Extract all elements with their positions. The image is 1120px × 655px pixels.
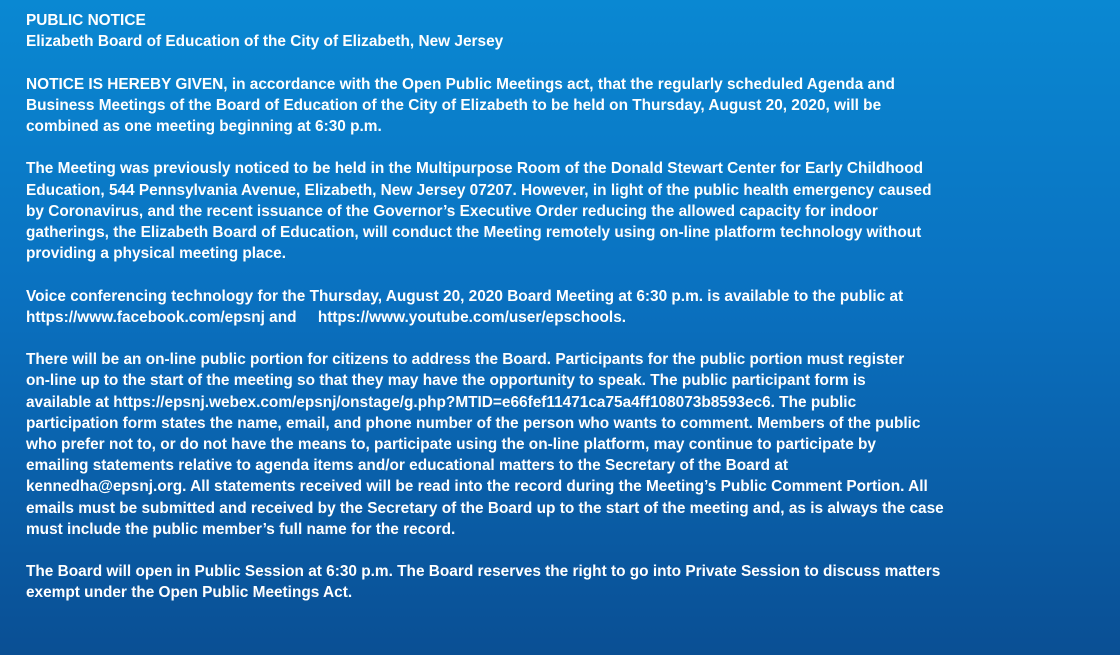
spacer bbox=[26, 540, 1094, 561]
paragraph-public-session bbox=[26, 561, 1094, 603]
spacer bbox=[26, 264, 1094, 285]
spacer bbox=[26, 52, 1094, 73]
text-line: exempt under the Open Public Meetings Act. bbox=[26, 584, 353, 602]
text-line: Voice conferencing technology for the Thursday, August 20, 2020 Board Meeting at 6:30 p.m. is available to the public at bbox=[26, 287, 904, 305]
text-line: gatherings, the Elizabeth Board of Education, will conduct the Meeting remotely using on-line platform technology without bbox=[26, 224, 922, 241]
paragraph-public-portion bbox=[26, 349, 1094, 540]
text-line: combined as one meeting beginning at 6:30 p.m. bbox=[26, 118, 382, 135]
text-line: emails must be submitted and received by the Secretary of the Board up to the start of the meeting and, as is always the case bbox=[26, 499, 944, 517]
text-line: must include the public member’s full name for the record. bbox=[26, 520, 456, 538]
text-line: The Meeting was previously noticed to be held in the Multipurpose Room of the Donald Stewart Center for Early Childhood bbox=[26, 160, 924, 178]
text-line: The Board will open in Public Session at 6:30 p.m. The Board reserves the right to go into Private Session to discuss matters bbox=[26, 563, 941, 581]
text-line: participation form states the name, email, and phone number of the person who wants to comment. Members of the public bbox=[26, 414, 921, 432]
text-line: available at https://epsnj.webex.com/epsnj/onstage/g.php?MTID=e66fef11471ca75a4ff108073b8593ec6. The public bbox=[26, 393, 857, 411]
text-line: Business Meetings of the Board of Education of the City of Elizabeth to be held on Thursday, August 20, 2020, will be bbox=[26, 96, 882, 114]
text-line: on-line up to the start of the meeting so that they may have the opportunity to speak. The public participant form is bbox=[26, 372, 866, 390]
text-line: https://www.facebook.com/epsnj and https://www.youtube.com/user/epschools. bbox=[26, 308, 627, 326]
notice-title: PUBLIC NOTICE bbox=[26, 12, 146, 29]
text-line: There will be an on-line public portion for citizens to address the Board. Participants for the public portion must register bbox=[26, 351, 905, 369]
spacer bbox=[26, 137, 1094, 158]
text-line: by Coronavirus, and the recent issuance of the Governor’s Executive Order reducing the allowed capacity for indoor bbox=[26, 202, 878, 220]
spacer bbox=[26, 328, 1094, 349]
text-line: NOTICE IS HEREBY GIVEN, in accordance with the Open Public Meetings act, that the regularly scheduled Agenda and bbox=[26, 75, 895, 93]
text-line: emailing statements relative to agenda items and/or educational matters to the Secretary of the Board at bbox=[26, 457, 789, 475]
text-line: Education, 544 Pennsylvania Avenue, Elizabeth, New Jersey 07207. However, in light of the public health emergency caused bbox=[26, 181, 932, 199]
paragraph-voice-conferencing bbox=[26, 286, 1094, 328]
text-line: kennedha@epsnj.org. All statements received will be read into the record during the Meeting’s Public Comment Portion. All bbox=[26, 478, 928, 496]
text-line: who prefer not to, or do not have the means to, participate using the on-line platform, may continue to participate by bbox=[26, 436, 876, 453]
text-line: providing a physical meeting place. bbox=[26, 245, 287, 263]
notice-organization: Elizabeth Board of Education of the City of Elizabeth, New Jersey bbox=[26, 33, 504, 51]
paragraph-notice-given bbox=[26, 74, 1094, 138]
paragraph-meeting-location bbox=[26, 158, 1094, 264]
